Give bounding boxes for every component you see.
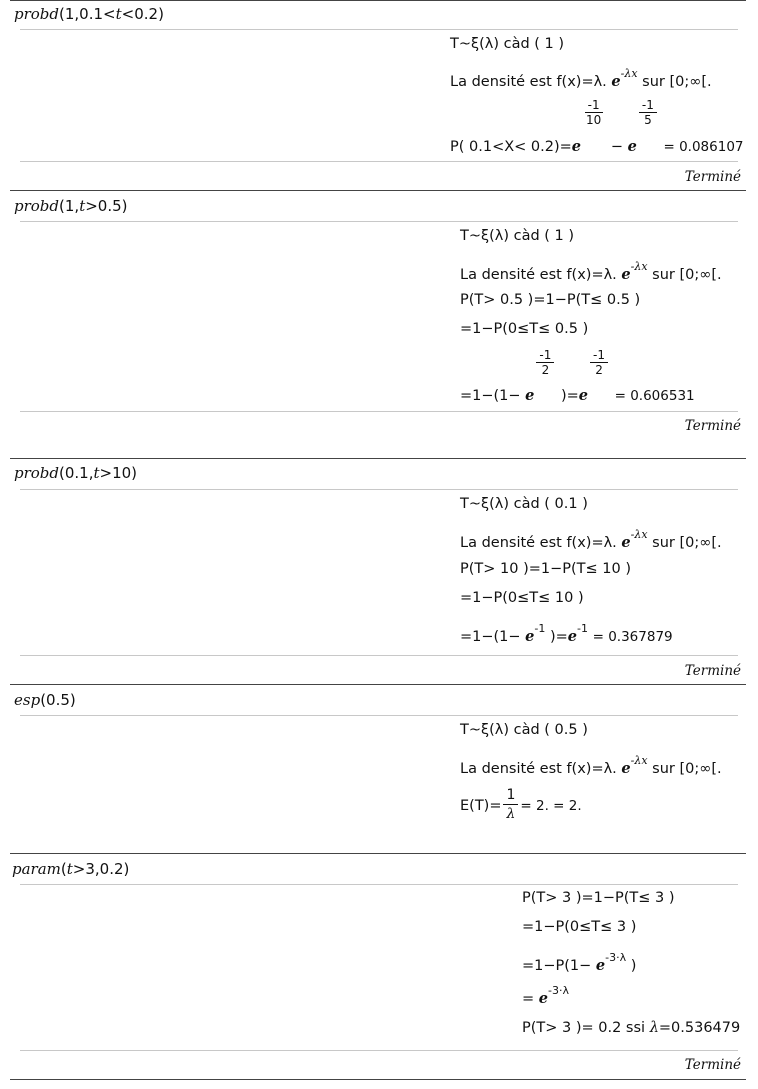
command-function: esp <box>14 691 41 709</box>
density-domain: sur [0;∞[. <box>652 266 722 283</box>
exponent: -1 <box>577 622 588 635</box>
status-label: Terminé <box>684 1057 741 1073</box>
command-separator <box>20 29 738 30</box>
result-value: = 0.606531 <box>614 387 695 404</box>
result-line: =1−P(0≤T≤ 3 ) <box>522 919 637 935</box>
exponent: -λx <box>630 528 648 541</box>
density-domain: sur [0;∞[. <box>642 73 712 90</box>
command-args-a: (0.5) <box>40 691 76 709</box>
result-line: T~ξ(λ) càd ( 1 ) <box>450 36 565 52</box>
result-line: P(T> 10 )=1−P(T≤ 10 ) <box>460 561 631 577</box>
exponent: -1 <box>534 622 546 635</box>
command-args-b: <0.2) <box>121 5 164 23</box>
command-args-b: >10) <box>99 464 138 482</box>
command-line[interactable] <box>14 691 76 709</box>
command-var: t <box>66 860 73 878</box>
exponent-fraction: $\frac{-1}{10}$ <box>586 98 602 127</box>
exponent: -λx <box>630 260 648 273</box>
result-value: = 0.367879 <box>592 628 673 645</box>
exp-symbol: e <box>595 956 606 974</box>
exp-symbol: e <box>525 627 535 645</box>
command-var: t <box>115 5 122 23</box>
entry-divider <box>10 853 746 854</box>
expectation-fraction: $\frac{1}{\lambda}$ <box>503 786 518 823</box>
result-value: =0.536479 <box>658 1020 741 1036</box>
exp-symbol: e <box>627 137 637 155</box>
entry-divider <box>10 190 746 191</box>
exp-symbol: e <box>567 627 578 645</box>
command-separator <box>20 489 738 490</box>
result-separator <box>20 655 738 656</box>
result-line: T~ξ(λ) càd ( 1 ) <box>460 228 575 244</box>
command-var: t <box>79 197 86 215</box>
result-line: P(T> 3 )= 0.2 ssi λ=0.536479 <box>522 1020 741 1036</box>
result-line: T~ξ(λ) càd ( 0.1 ) <box>460 496 588 512</box>
result-line: = $e^{-3\cdot\lambda}$ <box>522 984 569 1007</box>
exponent: -3·λ <box>548 984 569 997</box>
command-separator <box>20 715 738 716</box>
result-separator <box>20 1050 738 1051</box>
density-text: La densité est f(x)=λ. <box>460 534 617 551</box>
prob-text: P( 0.1<X< 0.2)= <box>450 138 572 155</box>
exp-symbol: e <box>611 72 621 90</box>
entry-divider <box>10 684 746 685</box>
result-line <box>450 67 712 90</box>
result-line: $=1-P(1- e^{-3\cdot\lambda}$ ) <box>522 951 637 974</box>
exponent-fraction: $\frac{-1}{2}$ <box>590 348 608 377</box>
result-line: P(T> 0.5 )=1−P(T≤ 0.5 ) <box>460 292 641 308</box>
command-line[interactable] <box>14 197 128 215</box>
exponent: -λx <box>620 67 638 80</box>
status-label: Terminé <box>684 169 741 185</box>
command-args-a: (1,0.1< <box>59 5 116 23</box>
result-separator <box>20 161 738 162</box>
command-line[interactable] <box>14 464 137 482</box>
command-separator <box>20 884 738 885</box>
command-function: param <box>12 860 61 878</box>
result-line: P(T> 3 )=1−P(T≤ 3 ) <box>522 890 675 906</box>
density-domain: sur [0;∞[. <box>652 760 722 777</box>
exp-symbol: e <box>621 533 631 551</box>
exponent: -3·λ <box>605 951 627 964</box>
result-separator <box>20 411 738 412</box>
command-line[interactable] <box>12 860 129 878</box>
density-domain: sur [0;∞[. <box>652 534 722 551</box>
command-function: probd <box>14 5 60 23</box>
entry-divider <box>10 458 746 459</box>
result-line: =1−(1− e $\frac{-1}{2}$ )=e $\frac{-1}{2}$ = 0.606531 <box>460 348 695 404</box>
exp-symbol: e <box>621 265 631 283</box>
entry-divider <box>10 0 746 1</box>
density-text: La densité est f(x)=λ. <box>450 73 607 90</box>
result-line <box>460 528 722 551</box>
exp-symbol: e <box>538 989 548 1007</box>
command-line[interactable] <box>14 5 164 23</box>
status-label: Terminé <box>684 663 741 679</box>
result-line: T~ξ(λ) càd ( 0.5 ) <box>460 722 588 738</box>
result-line: E(T)= $\frac{1}{\lambda}$ = 2. = 2. <box>460 787 582 822</box>
entry-divider <box>10 1079 746 1080</box>
command-args-a: (0.1, <box>59 464 94 482</box>
exp-symbol: e <box>578 386 589 404</box>
density-text: La densité est f(x)=λ. <box>460 266 617 283</box>
command-function: probd <box>14 464 60 482</box>
command-args-a: (1, <box>59 197 80 215</box>
exp-symbol: e <box>621 759 631 777</box>
lambda-symbol: λ <box>649 1020 659 1036</box>
result-value: = 2. = 2. <box>520 797 582 814</box>
command-args-b: >3,0.2) <box>72 860 130 878</box>
result-line <box>460 754 722 777</box>
result-line: P( 0.1<X< 0.2)=e $\frac{-1}{10}$ − e $\frac{-1}{5}$ = 0.086107 <box>450 98 744 155</box>
result-line: $=1-(1- e^{-1}$ )$=e^{-1} = 0.367879$ <box>460 622 673 645</box>
command-args-a: ( <box>60 860 67 878</box>
result-value: = 0.086107 <box>663 138 744 155</box>
command-separator <box>20 221 738 222</box>
command-args-b: >0.5) <box>85 197 128 215</box>
exponent-fraction: $\frac{-1}{2}$ <box>536 348 554 377</box>
result-line: =1−P(0≤T≤ 0.5 ) <box>460 321 589 337</box>
result-line: =1−P(0≤T≤ 10 ) <box>460 590 584 606</box>
result-line <box>460 260 722 283</box>
density-text: La densité est f(x)=λ. <box>460 760 617 777</box>
exponent-fraction: $\frac{-1}{5}$ <box>639 98 657 127</box>
exponent: -λx <box>630 754 648 767</box>
exp-symbol: e <box>525 386 535 404</box>
exp-symbol: e <box>571 137 582 155</box>
status-label: Terminé <box>684 418 741 434</box>
command-function: probd <box>14 197 60 215</box>
command-var: t <box>93 464 100 482</box>
